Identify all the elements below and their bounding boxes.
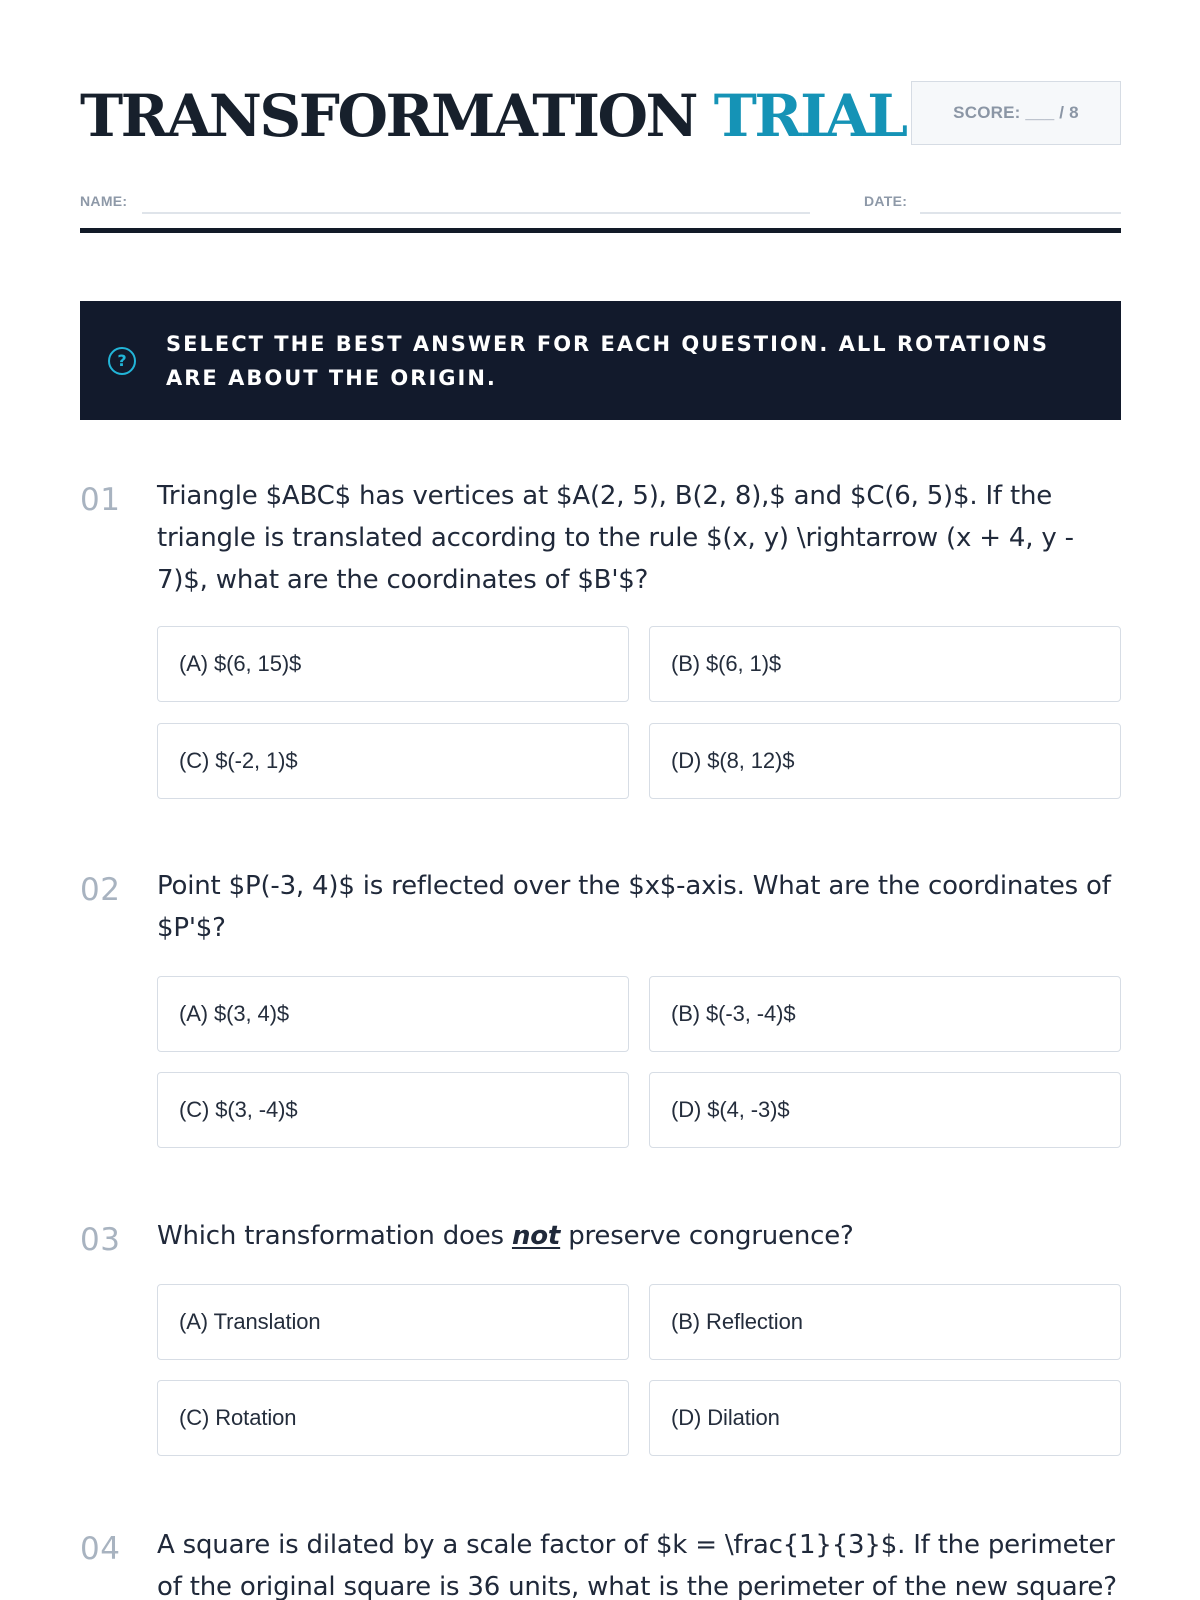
answer-option-d[interactable]: (D) $(8, 12)$	[649, 723, 1121, 799]
question-text: A square is dilated by a scale factor of $k = \frac{1}{3}$. If the perimeter of the original square is 36 units, what is the perimeter of the new square?	[157, 1530, 1117, 1600]
date-field[interactable]	[920, 212, 1121, 214]
answer-option-b[interactable]: (B) $(6, 1)$	[649, 626, 1121, 702]
score-box: SCORE: ___ / 8	[911, 81, 1121, 145]
answer-option-b[interactable]: (B) Reflection	[649, 1284, 1121, 1360]
question-circle-icon: ?	[108, 347, 136, 375]
header-divider	[80, 228, 1121, 233]
name-label: NAME:	[80, 193, 128, 209]
date-label: DATE:	[864, 193, 908, 209]
answer-option-c[interactable]: (C) $(3, -4)$	[157, 1072, 629, 1148]
answer-option-c[interactable]: (C) $(-2, 1)$	[157, 723, 629, 799]
name-field[interactable]	[142, 212, 810, 214]
question-number: 02	[80, 872, 121, 908]
question-number: 01	[80, 482, 121, 518]
emphasis-not: not	[511, 1221, 561, 1251]
answer-option-a[interactable]: (A) Translation	[157, 1284, 629, 1360]
title-main: TRANSFORMATION	[80, 82, 697, 150]
answer-option-d[interactable]: (D) Dilation	[649, 1380, 1121, 1456]
answer-option-b[interactable]: (B) $(-3, -4)$	[649, 976, 1121, 1052]
instructions-text: SELECT THE BEST ANSWER FOR EACH QUESTION. ALL ROTATIONS ARE ABOUT THE ORIGIN.	[166, 331, 1050, 390]
worksheet-title	[80, 80, 906, 152]
answer-option-a[interactable]: (A) $(3, 4)$	[157, 976, 629, 1052]
question-text: Point $P(-3, 4)$ is reflected over the $x$-axis. What are the coordinates of $P'$?	[157, 871, 1111, 943]
question-text-start: Which transformation does	[157, 1221, 512, 1251]
instructions-banner	[80, 301, 1121, 420]
answer-option-d[interactable]: (D) $(4, -3)$	[649, 1072, 1121, 1148]
answer-option-c[interactable]: (C) Rotation	[157, 1380, 629, 1456]
title-accent: TRIAL	[713, 82, 906, 150]
answer-option-a[interactable]: (A) $(6, 15)$	[157, 626, 629, 702]
question-text: Triangle $ABC$ has vertices at $A(2, 5), B(2, 8),$ and $C(6, 5)$. If the triangle is translated according to the rule $(x, y) \rightarrow (x + 4, y - 7)$, what are the coordinates of $B'$?	[157, 481, 1074, 595]
question-text-end: preserve congruence?	[560, 1221, 854, 1251]
question-text	[157, 1215, 1122, 1257]
question-number: 03	[80, 1222, 121, 1258]
question-number: 04	[80, 1531, 121, 1567]
